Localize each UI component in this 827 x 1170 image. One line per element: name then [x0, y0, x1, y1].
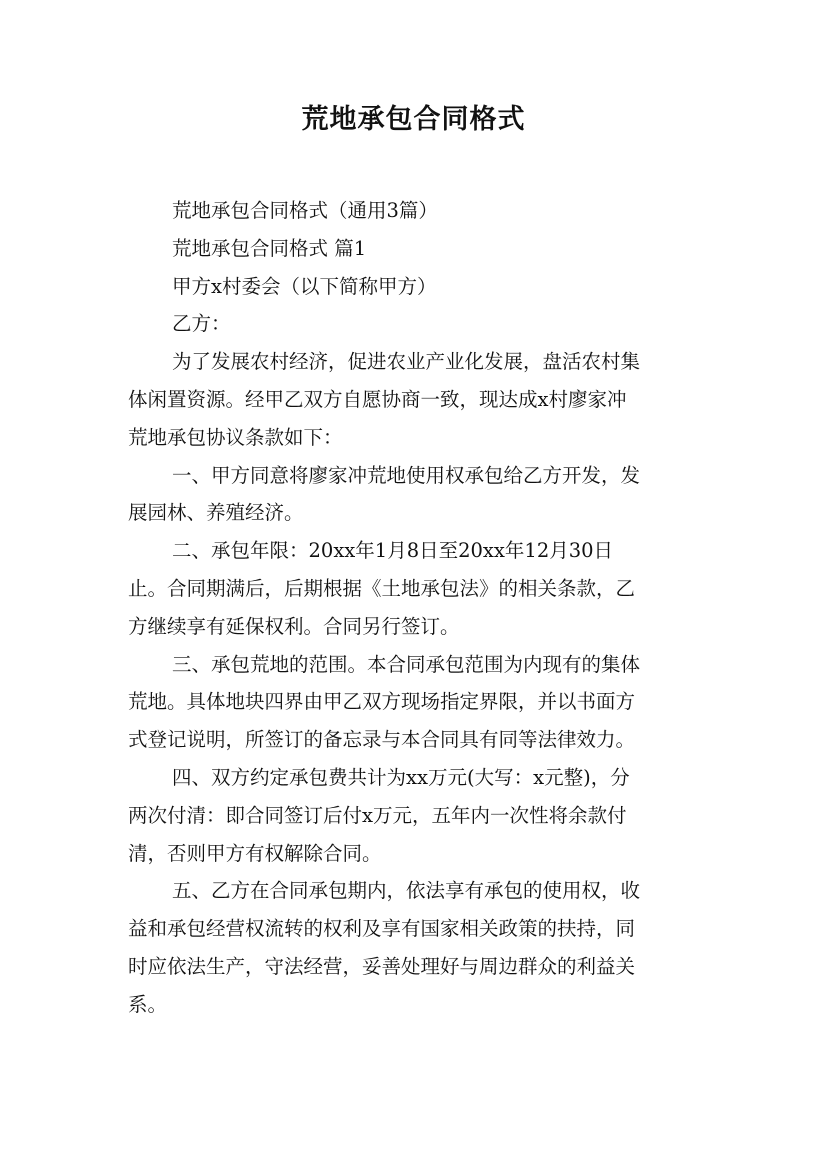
paragraph-line: 方继续享有延保权利。合同另行签订。 [128, 614, 460, 638]
paragraph-line: 为了发展农村经济，促进农业产业化发展，盘活农村集 [172, 350, 641, 374]
paragraph-line: 三、承包荒地的范围。本合同承包范围为内现有的集体 [172, 652, 641, 676]
paragraph-line: 二、承包年限：20xx年1月8日至20xx年12月30日 [172, 539, 614, 563]
paragraph-line: 止。合同期满后，后期根据《土地承包法》的相关条款，乙 [128, 576, 636, 600]
paragraph-line: 清，否则甲方有权解除合同。 [128, 841, 382, 865]
paragraph-line: 益和承包经营权流转的权利及享有国家相关政策的扶持，同 [128, 917, 636, 941]
paragraph [128, 872, 702, 1023]
document-title: 荒地承包合同格式 [301, 104, 526, 135]
paragraph [128, 646, 702, 759]
paragraph [128, 759, 702, 872]
paragraph-line: 时应依法生产，守法经营，妥善处理好与周边群众的利益关 [128, 954, 636, 978]
paragraph-line: 一、甲方同意将廖家冲荒地使用权承包给乙方开发，发 [172, 463, 641, 487]
header-line: 乙方： [172, 312, 231, 336]
header-line: 甲方x村委会（以下简称甲方） [172, 274, 437, 298]
paragraph-line: 体闲置资源。经甲乙双方自愿协商一致，现达成x村廖家冲 [128, 387, 627, 411]
paragraph-line: 五、乙方在合同承包期内，依法享有承包的使用权，收 [172, 879, 641, 903]
document-body [128, 192, 702, 1024]
header-line: 荒地承包合同格式 篇1 [172, 236, 367, 260]
paragraph [128, 532, 702, 645]
paragraph-line: 荒地。具体地块四界由甲乙双方现场指定界限，并以书面方 [128, 690, 636, 714]
paragraph-line: 式登记说明，所签订的备忘录与本合同具有同等法律效力。 [128, 728, 636, 752]
paragraph [128, 457, 702, 533]
paragraph [128, 343, 702, 456]
header-line: 荒地承包合同格式（通用3篇） [172, 199, 438, 222]
paragraph-line: 展园林、养殖经济。 [128, 501, 304, 525]
paragraph-line: 四、双方约定承包费共计为xx万元(大写：x元整)，分 [172, 765, 630, 789]
paragraph-line: 两次付清：即合同签订后付x万元，五年内一次性将余款付 [128, 803, 627, 827]
paragraph-line: 系。 [128, 992, 168, 1016]
paragraph-line: 荒地承包协议条款如下： [128, 425, 343, 449]
